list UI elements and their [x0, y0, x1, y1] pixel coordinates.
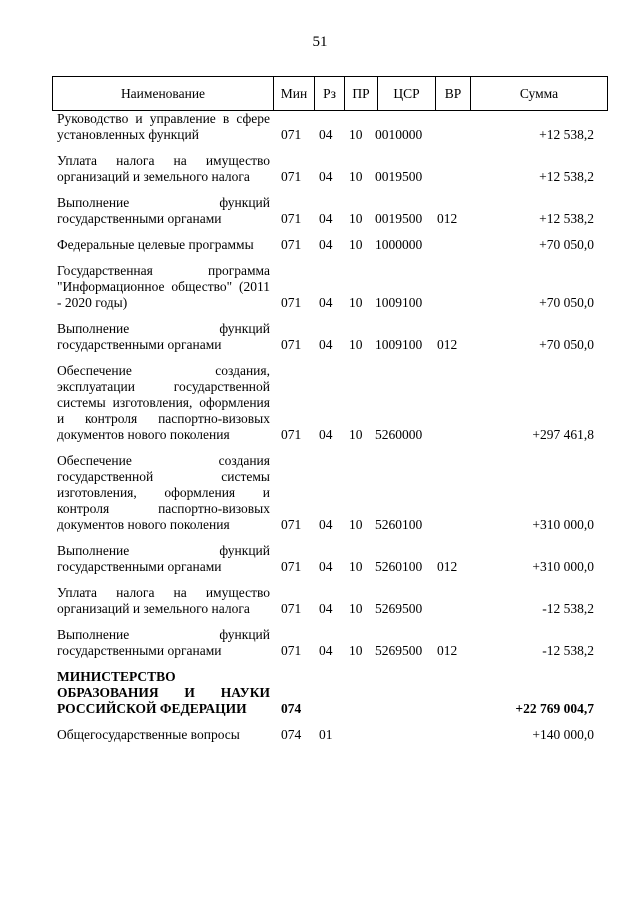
cell-name: Обеспечение создания, эксплуатации государственной системы изготовления, оформления и контроля паспортно-визовых документов нового поколения [57, 363, 270, 442]
cell-name: Общегосударственные вопросы [57, 727, 240, 742]
cell-pr: 10 [349, 427, 363, 442]
cell-sum: +12 538,2 [539, 211, 594, 226]
table-row [52, 669, 608, 717]
cell-name: Выполнение функций государственными органами [57, 321, 270, 352]
cell-min: 071 [281, 127, 302, 142]
cell-csr: 5269500 [375, 601, 423, 616]
header-pr: ПР [345, 77, 378, 110]
cell-name: Уплата налога на имущество организаций и земельного налога [57, 153, 270, 184]
table-row [52, 363, 608, 443]
cell-name: Выполнение функций государственными органами [57, 543, 270, 574]
cell-rz: 04 [319, 169, 333, 184]
cell-sum: +12 538,2 [539, 127, 594, 142]
cell-csr: 5269500 [375, 643, 423, 658]
cell-min: 071 [281, 237, 302, 252]
cell-sum: +140 000,0 [532, 727, 594, 742]
cell-name: Выполнение функций государственными органами [57, 627, 270, 658]
cell-pr: 10 [349, 237, 363, 252]
table-row [52, 321, 608, 353]
table-row [52, 543, 608, 575]
table-row [52, 585, 608, 617]
cell-sum: +310 000,0 [532, 559, 594, 574]
cell-min: 074 [281, 727, 302, 742]
cell-pr: 10 [349, 559, 363, 574]
cell-sum: +70 050,0 [539, 237, 594, 252]
cell-pr: 10 [349, 295, 363, 310]
cell-pr: 10 [349, 517, 363, 532]
cell-min: 071 [281, 295, 302, 310]
cell-csr: 0010000 [375, 127, 423, 142]
cell-min: 071 [281, 601, 302, 616]
cell-min: 071 [281, 169, 302, 184]
table-row [52, 111, 608, 143]
cell-name: Уплата налога на имущество организаций и земельного налога [57, 585, 270, 616]
cell-rz: 04 [319, 517, 333, 532]
cell-vr: 012 [437, 211, 458, 226]
cell-min: 071 [281, 517, 302, 532]
table-row [52, 453, 608, 533]
cell-name: МИНИСТЕРСТВО ОБРАЗОВАНИЯ И НАУКИ РОССИЙСКОЙ ФЕДЕРАЦИИ [57, 669, 270, 716]
cell-csr: 1009100 [375, 337, 423, 352]
cell-name: Обеспечение создания государственной системы изготовления, оформления и контроля паспортно-визовых документов нового поколения [57, 453, 270, 532]
cell-name: Выполнение функций государственными органами [57, 195, 270, 226]
cell-rz: 04 [319, 127, 333, 142]
cell-sum: +70 050,0 [539, 295, 594, 310]
header-min: Мин [274, 77, 315, 110]
cell-csr: 5260000 [375, 427, 423, 442]
cell-vr: 012 [437, 337, 458, 352]
cell-csr: 1009100 [375, 295, 423, 310]
cell-csr: 5260100 [375, 559, 423, 574]
cell-rz: 01 [319, 727, 333, 742]
cell-sum: -12 538,2 [542, 643, 594, 658]
cell-min: 071 [281, 427, 302, 442]
cell-csr: 5260100 [375, 517, 423, 532]
cell-csr: 1000000 [375, 237, 423, 252]
cell-name: Государственная программа "Информационное общество" (2011 - 2020 годы) [57, 263, 270, 310]
cell-rz: 04 [319, 643, 333, 658]
cell-pr: 10 [349, 643, 363, 658]
cell-min: 071 [281, 643, 302, 658]
cell-name: Руководство и управление в сфере установленных функций [57, 111, 270, 142]
cell-pr: 10 [349, 337, 363, 352]
cell-rz: 04 [319, 295, 333, 310]
cell-min: 071 [281, 211, 302, 226]
cell-sum: +22 769 004,7 [515, 701, 594, 716]
cell-pr: 10 [349, 127, 363, 142]
cell-vr: 012 [437, 559, 458, 574]
header-vr: ВР [436, 77, 471, 110]
cell-rz: 04 [319, 601, 333, 616]
table-header [52, 76, 608, 111]
cell-rz: 04 [319, 559, 333, 574]
table-row [52, 727, 608, 743]
cell-sum: +310 000,0 [532, 517, 594, 532]
table-row [52, 153, 608, 185]
cell-rz: 04 [319, 337, 333, 352]
table-row [52, 237, 608, 253]
page-number: 51 [312, 34, 328, 50]
table-row [52, 263, 608, 311]
cell-rz: 04 [319, 237, 333, 252]
cell-rz: 04 [319, 211, 333, 226]
cell-sum: +297 461,8 [532, 427, 594, 442]
header-rz: Рз [315, 77, 345, 110]
cell-vr: 012 [437, 643, 458, 658]
cell-pr: 10 [349, 211, 363, 226]
cell-csr: 0019500 [375, 169, 423, 184]
cell-rz: 04 [319, 427, 333, 442]
cell-sum: -12 538,2 [542, 601, 594, 616]
header-sum: Сумма [519, 85, 559, 101]
table-row [52, 195, 608, 227]
cell-pr: 10 [349, 169, 363, 184]
cell-sum: +12 538,2 [539, 169, 594, 184]
cell-min: 071 [281, 559, 302, 574]
cell-name: Федеральные целевые программы [57, 237, 254, 252]
header-name: Наименование [53, 77, 274, 110]
cell-sum: +70 050,0 [539, 337, 594, 352]
header-csr: ЦСР [378, 77, 436, 110]
table-row [52, 627, 608, 659]
cell-min: 071 [281, 337, 302, 352]
cell-pr: 10 [349, 601, 363, 616]
table-body [52, 111, 608, 753]
cell-min: 074 [281, 701, 302, 716]
cell-csr: 0019500 [375, 211, 423, 226]
